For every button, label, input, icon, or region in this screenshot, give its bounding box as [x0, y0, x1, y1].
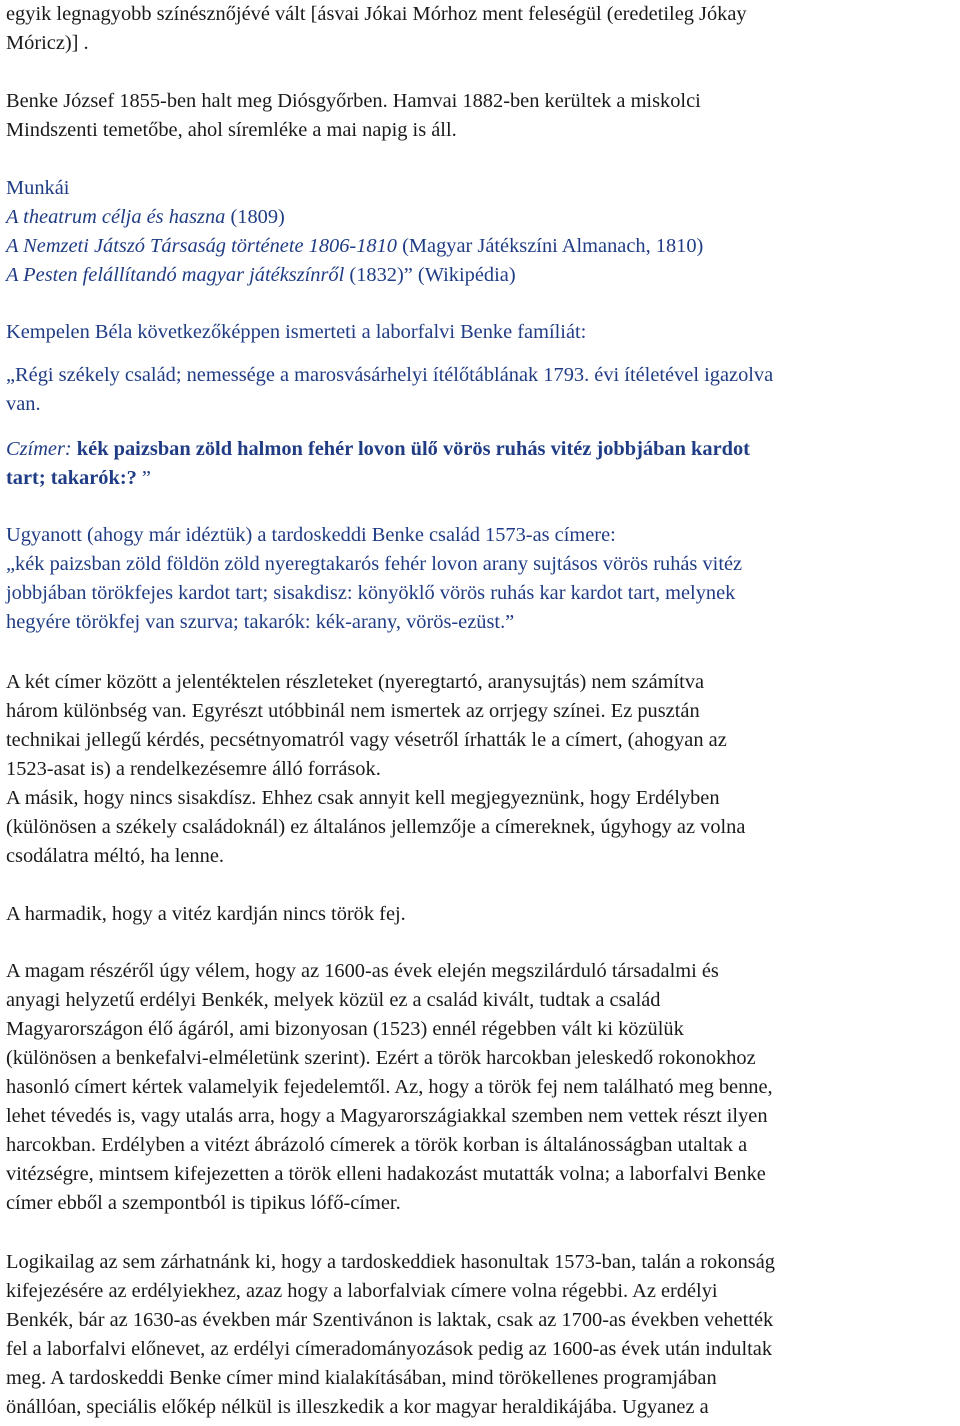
text-line: 1523-asat is) a rendelkezésemre álló források. — [6, 758, 381, 780]
text-line: egyik legnagyobb színésznőjévé vált [ásvai Jókai Mórhoz ment feleségül (eredetileg Jókay — [6, 3, 747, 25]
top-paragraph — [6, 0, 956, 58]
text-line: A harmadik, hogy a vitéz kardján nincs török fej. — [6, 903, 406, 925]
works-heading: Munkái — [6, 177, 70, 199]
work-title: A Pesten felállítandó magyar játékszínről — [6, 264, 345, 286]
work-detail: (1809) — [225, 206, 285, 228]
text-line: önállóan, speciális előkép nélkül is illeszkedik a kor magyar heraldikájába. Ugyanez a — [6, 1396, 709, 1418]
works-section — [6, 174, 956, 290]
text-line: fel a laborfalvi előnevet, az erdélyi címeradományozások pedig az 1600-as évek után indultak — [6, 1338, 773, 1360]
text-line: A másik, hogy nincs sisakdísz. Ehhez csak annyit kell megjegyeznünk, hogy Erdélyben — [6, 787, 720, 809]
text-line: A magam részéről úgy vélem, hogy az 1600-as évek elején megszilárduló társadalmi és — [6, 960, 719, 982]
text-line: Móricz)] . — [6, 32, 89, 54]
work-detail: (Magyar Játékszíni Almanach, 1810) — [397, 235, 704, 257]
text-line: vitézségre, mintsem kifejezetten a török elleni hadakozást mutatták volna; a laborfalvi Benke — [6, 1163, 766, 1185]
logikailag-paragraph — [6, 1248, 956, 1422]
text-line: lehet tévedés is, vagy utalás arra, hogy a Magyarországiakkal szemben nem vettek részt ilyen — [6, 1105, 768, 1127]
magam-paragraph — [6, 957, 956, 1218]
ugyanott-paragraph — [6, 521, 956, 637]
works-item — [6, 203, 956, 232]
text-line: hegyére törökfej van szurva; takarók: kék-arany, vörös-ezüst.” — [6, 611, 515, 633]
kempelen-quote — [6, 361, 956, 419]
text-line: Kempelen Béla következőképpen ismerteti a laborfalvi Benke famíliát: — [6, 321, 587, 343]
harmadik-paragraph — [6, 900, 956, 929]
text-line: Mindszenti temetőbe, ahol síremléke a mai napig is áll. — [6, 119, 457, 141]
text-line: „Régi székely család; nemessége a marosvásárhelyi ítélőtáblának 1793. évi ítéletével igazolva — [6, 364, 774, 386]
text-line: Ugyanott (ahogy már idéztük) a tardoskeddi Benke család 1573-as címere: — [6, 524, 616, 546]
kempelen-intro — [6, 318, 956, 347]
text-line: kifejezésére az erdélyiekhez, azaz hogy a laborfalviak címere volna régebbi. Az erdélyi — [6, 1280, 718, 1302]
death-paragraph — [6, 87, 956, 145]
cimer-text: kék paizsban zöld halmon fehér lovon ülő vörös ruhás vitéz jobbjában kardot — [71, 438, 750, 460]
text-line: Benke József 1855-ben halt meg Diósgyőrben. Hamvai 1882-ben kerültek a miskolci — [6, 90, 701, 112]
text-line: három különbség van. Egyrészt utóbbinál nem ismertek az orrjegy színei. Ez pusztán — [6, 700, 700, 722]
text-line: van. — [6, 393, 41, 415]
text-line: „kék paizsban zöld földön zöld nyeregtakarós fehér lovon arany sujtásos vörös ruhás vitéz — [6, 553, 743, 575]
works-item — [6, 232, 956, 261]
text-line: meg. A tardoskeddi Benke címer mind kialakításában, mind törökellenes programjában — [6, 1367, 717, 1389]
text-line — [6, 464, 956, 493]
text-line: technikai jellegű kérdés, pecsétnyomatról vagy vésetről írhatták le a címert, (ahogyan az — [6, 729, 727, 751]
cimer-label: Czímer: — [6, 438, 72, 460]
text-line: Magyarországon élő ágáról, ami bizonyosan (1523) ennél régebben vált ki közülük — [6, 1018, 684, 1040]
text-line: hasonló címert kértek valamelyik fejedelemtől. Az, hogy a török fej nem található meg benne, — [6, 1076, 773, 1098]
cimer-text: tart; takarók:? — [6, 467, 142, 489]
text-line: csodálatra méltó, ha lenne. — [6, 845, 224, 867]
cimer-description — [6, 435, 956, 493]
text-line: A két címer között a jelentéktelen részleteket (nyeregtartó, aranysujtás) nem számítva — [6, 671, 705, 693]
work-detail: (1832)” (Wikipédia) — [344, 264, 516, 286]
text-line: harcokban. Erdélyben a vitézt ábrázoló címerek a török korban is általánosságban utaltak a — [6, 1134, 748, 1156]
ket-cimer-paragraph — [6, 668, 956, 871]
text-line: Benkék, bár az 1630-as években már Szentivánon is laktak, csak az 1700-as években vehették — [6, 1309, 774, 1331]
text-line: (különösen a székely családoknál) ez általános jellemzője a címereknek, úgyhogy az volna — [6, 816, 746, 838]
text-line: (különösen a benkefalvi-elméletünk szerint). Ezért a török harcokban jeleskedő rokonokhoz — [6, 1047, 756, 1069]
quote-close: ” — [141, 467, 151, 489]
text-line: címer ebből a szempontból is tipikus lófő-címer. — [6, 1192, 401, 1214]
work-title: A theatrum célja és haszna — [6, 206, 226, 228]
text-line — [6, 435, 956, 464]
works-item — [6, 261, 956, 290]
text-line: jobbjában törökfejes kardot tart; sisakdisz: könyöklő vörös ruhás kar kardot tart, melynek — [6, 582, 736, 604]
work-title: A Nemzeti Játszó Társaság története 1806-1810 — [6, 235, 397, 257]
text-line: Logikailag az sem zárhatnánk ki, hogy a tardoskeddiek hasonultak 1573-ban, talán a rokonság — [6, 1251, 775, 1273]
text-line: anyagi helyzetű erdélyi Benkék, melyek közül ez a család kivált, tudtak a család — [6, 989, 661, 1011]
